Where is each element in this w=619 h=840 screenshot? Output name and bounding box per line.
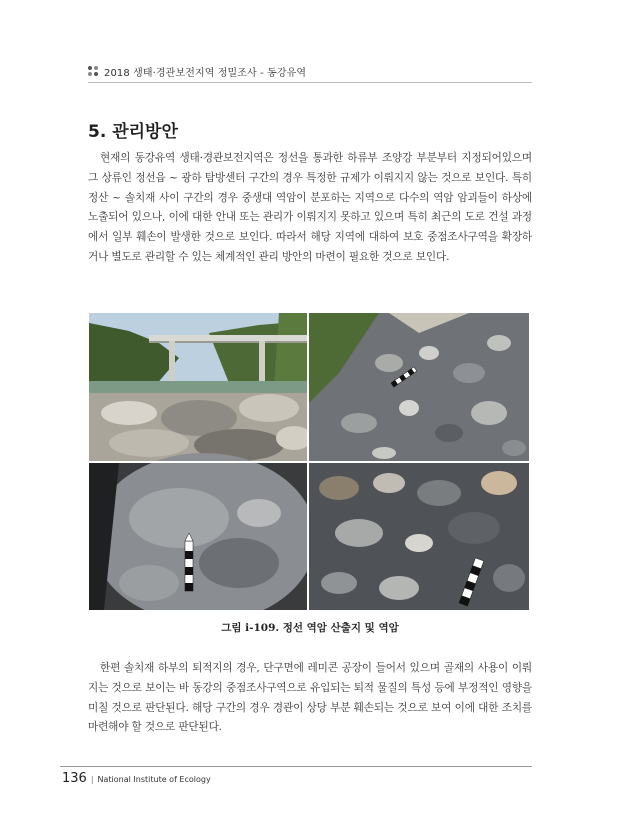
running-header <box>88 62 532 80</box>
conglomerate-closeup-photo <box>309 463 529 610</box>
page-footer <box>62 771 211 786</box>
bridge-river-photo <box>89 313 312 461</box>
footer-separator: | <box>90 775 94 784</box>
paragraph-2: 한편 솔치재 하부의 퇴적지의 경우, 단구면에 레미콘 공장이 들어서 있으며 골재의 사용이 이뤄지는 것으로 보이는 바 동강의 중점조사구역으로 유입되는 퇴적 물질의 특성 등에 부정적인 영향을 미칠 것으로 판단된다. 해당 구간의 경우 경관이 상당 부분 훼손되는 것으로 보여 이에 대한 조치를 마련해야 할 것으로 판단된다. <box>88 662 532 734</box>
header-divider <box>88 82 532 83</box>
footer-divider <box>60 766 532 767</box>
footer-organization: National Institute of Ecology <box>97 775 211 784</box>
paragraph-1: 현재의 동강유역 생태·경관보전지역은 정선을 통과한 하류부 조양강 부분부터 지정되어있으며 그 상류인 정선읍 ~ 광하 탐방센터 구간의 경우 특정한 규제가 이뤄지지 않는 것으로 보인다. 특히 정산 ~ 솔치재 사이 구간의 경우 중생대 역암이 분포하는 지역으로 다수의 역암 암괴들이 하상에 노출되어 있으나, 이에 대한 안내 또는 관리가 이뤄지지 못하고 있으며 특히 최근의 도로 건설 과정에서 일부 훼손이 발생한 것으로 보인다. 따라서 해당 지역에 대하여 보호 중점조사구역을 확장하거나 별도로 관리할 수 있는 체계적인 관리 방안의 마련이 필요한 것으로 보인다. <box>88 152 532 263</box>
section-title: 5. 관리방안 <box>88 122 178 142</box>
header-dots-icon <box>88 66 98 76</box>
conglomerate-outcrop-photo <box>309 313 529 461</box>
figure-caption: 그림 i-109. 정선 역암 산출지 및 역암 <box>221 622 399 634</box>
header-text: 2018 생태·경관보전지역 정밀조사 - 동강유역 <box>104 67 307 79</box>
figure-photo-grid <box>89 313 529 610</box>
page-number: 136 <box>62 771 87 786</box>
boulder-with-scale-photo <box>89 453 316 610</box>
